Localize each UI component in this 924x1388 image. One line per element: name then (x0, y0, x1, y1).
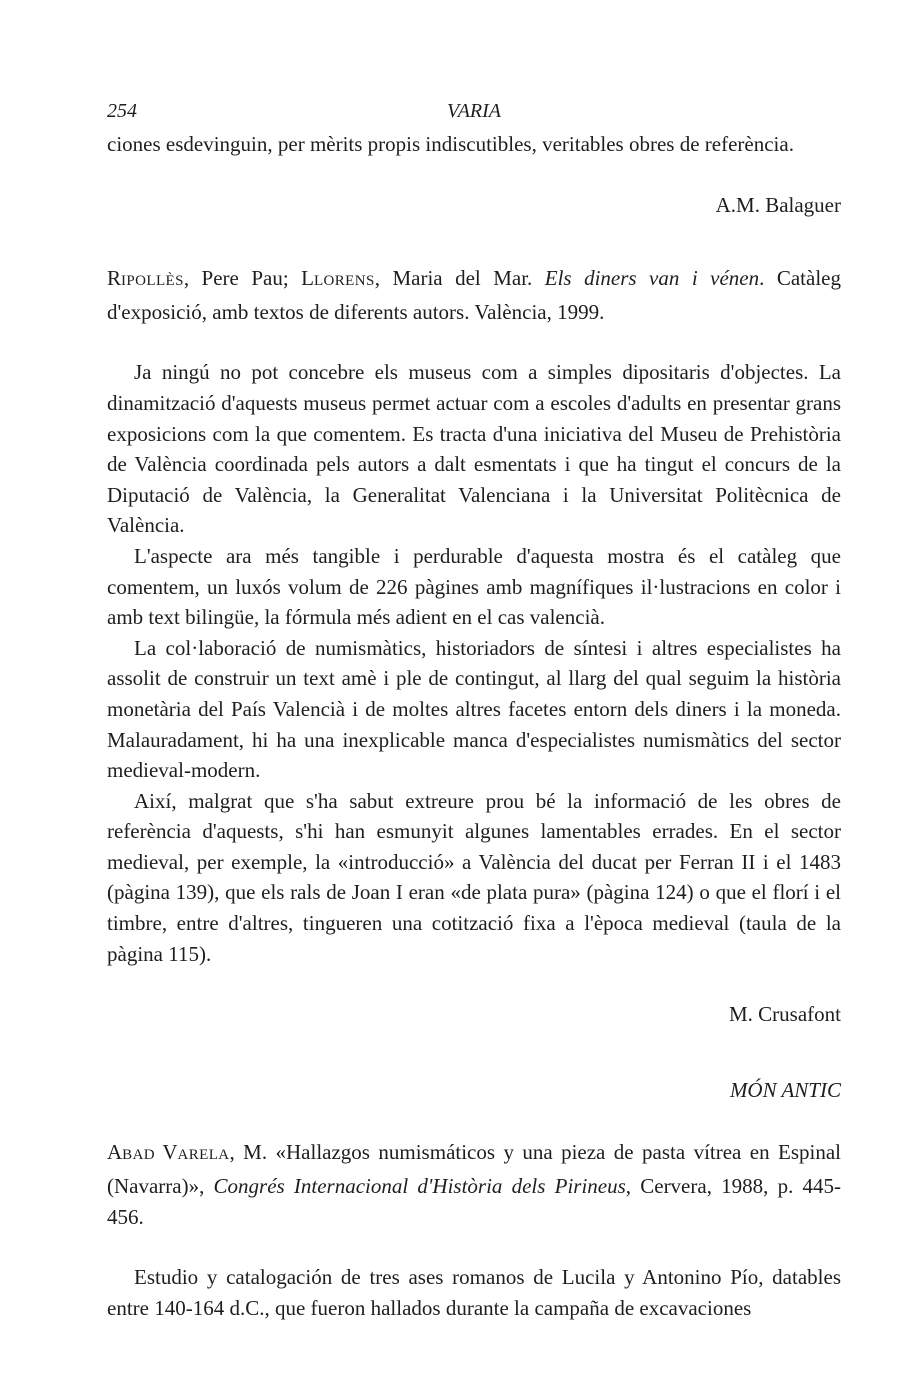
author-1-surname: IPOLLÈS (121, 273, 184, 290)
author-2-given: , Maria del Mar. (374, 266, 545, 291)
signature-crusafont: M. Crusafont (729, 1002, 841, 1027)
author-initial: A (107, 1140, 123, 1165)
section-title: MÓN ANTIC (729, 1077, 841, 1102)
running-head (107, 96, 841, 129)
review-1-body (107, 357, 841, 969)
book-title: Els diners van i vénen (544, 266, 760, 291)
review-2-reference (107, 1137, 841, 1232)
author-2-surname: LORENS (313, 273, 375, 290)
review-1-reference (107, 263, 841, 327)
review-1-paragraph: La col·laboració de numismàtics, historiadors de síntesi i altres especialistes ha assolit de construir un text amè i ple de contingut, al llarg del qual seguim la història monetària del País Valencià i de moltes altres facetes entorn dels diners i la moneda. Malauradament, hi ha una inexplicable manca d'especialistes numismàtics del sector medieval-modern. (107, 635, 841, 783)
author-2-initial: L (301, 266, 314, 291)
author-1-initial: R (107, 266, 122, 291)
page (107, 96, 841, 1366)
journal-title: Congrés Internacional d'Història dels Pirineus (213, 1174, 626, 1199)
book-details: . Catàleg d'exposició, amb textos de diferents autors. València, 1999. (107, 266, 841, 324)
signature-balaguer: A.M. Balaguer (715, 192, 841, 217)
review-1-paragraph: Així, malgrat que s'ha sabut extreure prou bé la informació de les obres de referència d'aquests, s'hi han esmunyit algunes lamentables errades. En el sector medieval, per exemple, la «introducció» a València del ducat per Ferran II i el 1483 (pàgina 139), que els rals de Joan I eran «de plata pura» (pàgina 124) o que el florí i el timbre, entre d'altres, tingueren una cotització fixa a l'època medieval (taula de la pàgina 115). (107, 788, 841, 966)
author-initial: V (162, 1140, 178, 1165)
author-surname-part: BAD (122, 1147, 163, 1164)
running-title: VARIA (446, 100, 502, 122)
page-number: 254 (107, 100, 137, 122)
author-1-given: , Pere Pau; (183, 266, 302, 291)
review-1-paragraph: L'aspecte ara més tangible i perdurable d'aquesta mostra és el catàleg que comentem, un luxós volum de 226 pàgines amb magnífiques il·lustracions en color i amb text bilingüe, la fórmula més adient en el cas valencià. (107, 543, 841, 630)
article-details: , Cervera, 1988, p. 445-456. (107, 1174, 842, 1229)
author-surname-part: ARELA (177, 1147, 230, 1164)
article-title: , M. «Hallazgos numismáticos y una pieza de pasta vítrea en Espinal (Navarra)», (107, 1140, 841, 1199)
continuation-paragraph: ciones esdevinguin, per mèrits propis indiscutibles, veritables obres de referència. (107, 132, 794, 156)
review-2-paragraph: Estudio y catalogación de tres ases romanos de Lucila y Antonino Pío, datables entre 140-164 d.C., que fueron hallados durante la campaña de excavaciones (107, 1265, 841, 1320)
review-1-paragraph: Ja ningú no pot concebre els museus com a simples dipositaris d'objectes. La dinamització d'aquests museus permet actuar com a escoles d'adults en presentar grans exposicions com la que comentem. Es tracta d'una iniciativa del Museu de Prehistòria de València coordinada pels autors a dalt esmentats i que ha tingut el concurs de la Diputació de València, la Generalitat Valenciana i la Universitat Politècnica de València. (107, 360, 841, 538)
